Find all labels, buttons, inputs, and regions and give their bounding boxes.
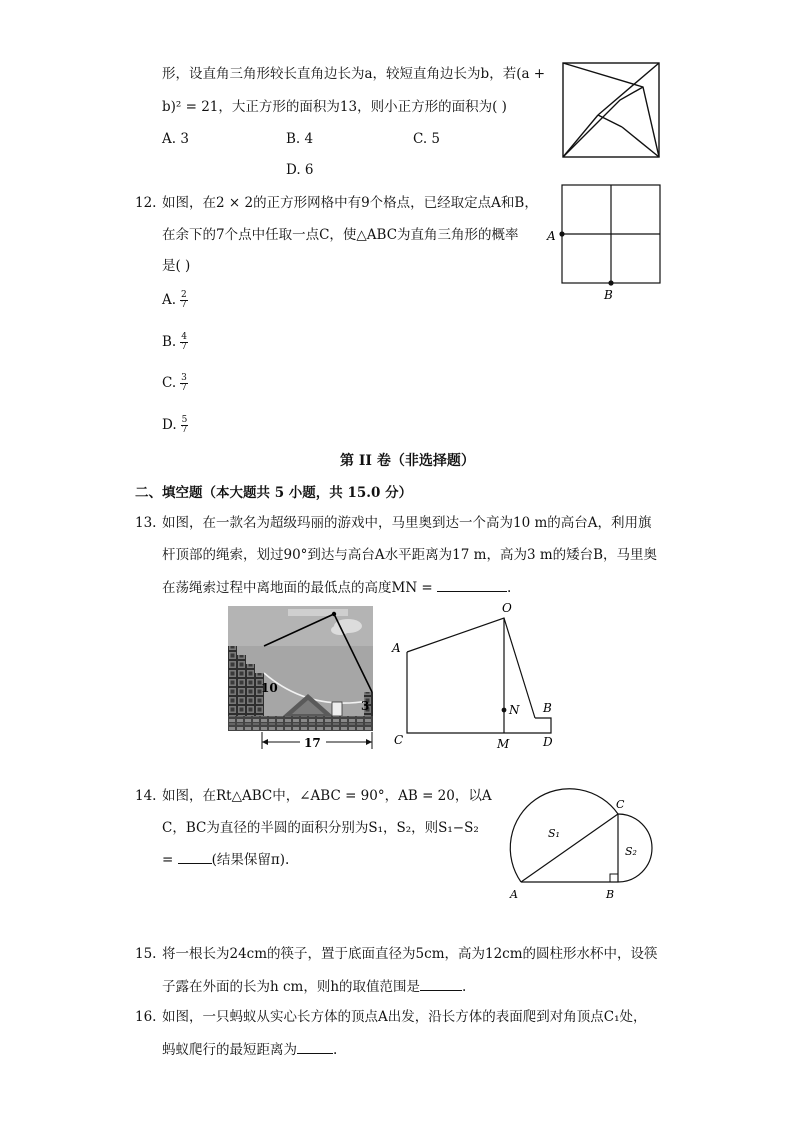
- q16-number: 16.: [135, 1009, 157, 1025]
- q15-line-1: 将一根长为24cm的筷子，置于底面直径为5cm，高为12cm的圆柱形水杯中，设筷: [162, 946, 658, 962]
- fraction-denominator: 7: [181, 342, 187, 352]
- q12-line-1: 如图，在2 × 2的正方形网格中有9个格点，已经取定点A和B，: [162, 195, 538, 211]
- label-d: D: [543, 735, 553, 749]
- label-b: B: [606, 888, 615, 901]
- q13-number: 13.: [135, 515, 157, 531]
- fraction-numerator: 5: [181, 415, 188, 425]
- label-height-3: 3: [361, 699, 370, 713]
- fraction: [181, 416, 189, 435]
- q11-option-d[interactable]: D. 6: [286, 162, 314, 178]
- q14-line-3: [162, 849, 289, 870]
- q15-number: 15.: [135, 946, 157, 962]
- fraction-numerator: 3: [181, 373, 187, 383]
- label-n: N: [509, 703, 520, 717]
- fraction-numerator: 4: [181, 332, 187, 342]
- q11-option-b[interactable]: B. 4: [286, 131, 314, 147]
- q13-line-3-text: 在荡绳索过程中离地面的最低点的高度MN =: [162, 580, 438, 596]
- q14-semicircle-figure: [503, 775, 663, 905]
- label-o: O: [502, 601, 512, 615]
- label-b: B: [604, 288, 613, 302]
- label-a: A: [392, 641, 401, 655]
- q14-number: 14.: [135, 788, 157, 804]
- label-b: B: [543, 701, 552, 715]
- q14-note: (结果保留π).: [211, 852, 290, 868]
- q16-line-1: 如图，一只蚂蚁从实心长方体的顶点A出发，沿长方体的表面爬到对角顶点C₁处，: [162, 1009, 647, 1025]
- fraction-denominator: 7: [181, 300, 187, 310]
- option-label: A.: [162, 292, 177, 308]
- label-height-10: 10: [261, 681, 278, 695]
- q12-option-c[interactable]: [162, 373, 188, 393]
- part-ii-title: 第 II 卷（非选择题）: [340, 453, 475, 469]
- fraction-numerator: 2: [181, 290, 187, 300]
- label-a: A: [510, 888, 518, 901]
- q13-line-3-end: .: [507, 580, 512, 596]
- q15-line-2-end: .: [462, 979, 467, 995]
- point-n: [502, 708, 507, 713]
- q12-option-b[interactable]: [162, 332, 188, 352]
- answer-blank[interactable]: [420, 976, 462, 991]
- q13-line-2: 杆顶部的绳索，划过90°到达与高台A水平距离为17 m，高为3 m的矮台B，马里奥: [162, 547, 658, 563]
- answer-blank[interactable]: [437, 577, 507, 592]
- q14-line-2: C，BC为直径的半圆的面积分别为S₁，S₂，则S₁−S₂: [162, 820, 479, 836]
- option-label: B.: [162, 334, 177, 350]
- grid-point-a: [559, 231, 564, 236]
- fraction: [180, 291, 188, 310]
- q11-line-2: b)² = 21，大正方形的面积为13，则小正方形的面积为( ): [162, 99, 507, 115]
- q16-line-2-text: 蚂蚁爬行的最短距离为: [162, 1042, 297, 1058]
- q15-line-2: [162, 976, 466, 997]
- label-a: A: [547, 229, 556, 243]
- q13-geometry-figure: [388, 600, 560, 752]
- option-label: C.: [162, 375, 177, 391]
- q11-option-a[interactable]: A. 3: [162, 131, 189, 147]
- q12-option-a[interactable]: [162, 290, 188, 310]
- grid-point-b: [608, 280, 613, 285]
- q12-line-3: 是( ): [162, 258, 191, 274]
- section-fill-in-blank-heading: 二、填空题（本大题共 5 小题，共 15.0 分）: [135, 485, 413, 501]
- q11-line-1: 形，设直角三角形较长直角边长为a，较短直角边长为b，若(a +: [162, 66, 546, 82]
- fraction-denominator: 7: [181, 425, 188, 435]
- q11-pinwheel-figure: [560, 60, 662, 160]
- q11-option-c[interactable]: C. 5: [413, 131, 441, 147]
- option-label: D.: [162, 417, 177, 433]
- label-c: C: [394, 733, 404, 747]
- q14-equals: =: [162, 852, 178, 868]
- label-s2: S₂: [625, 845, 637, 858]
- q16-line-2-end: .: [333, 1042, 338, 1058]
- q13-line-3: [162, 577, 511, 598]
- q12-grid-figure: [543, 180, 668, 305]
- fraction: [180, 333, 188, 352]
- q14-line-1: 如图，在Rt△ABC中，∠ABC = 90°，AB = 20，以A: [162, 788, 492, 804]
- q13-line-1: 如图，在一款名为超级玛丽的游戏中，马里奥到达一个高为10 m的高台A，利用旗: [162, 515, 652, 531]
- label-c: C: [616, 798, 625, 811]
- answer-blank[interactable]: [297, 1039, 333, 1054]
- q15-line-2-text: 子露在外面的长为h cm，则h的取值范围是: [162, 979, 421, 995]
- label-m: M: [497, 737, 510, 751]
- fraction: [180, 374, 188, 393]
- q13-game-screenshot: [228, 606, 378, 750]
- q16-line-2: [162, 1039, 337, 1060]
- label-width-17: 17: [304, 736, 321, 750]
- q12-line-2: 在余下的7个点中任取一点C，使△ABC为直角三角形的概率: [162, 227, 519, 243]
- answer-blank[interactable]: [178, 849, 212, 864]
- q12-option-d[interactable]: [162, 415, 188, 435]
- label-s1: S₁: [548, 827, 560, 840]
- fraction-denominator: 7: [181, 383, 187, 393]
- q12-number: 12.: [135, 195, 157, 211]
